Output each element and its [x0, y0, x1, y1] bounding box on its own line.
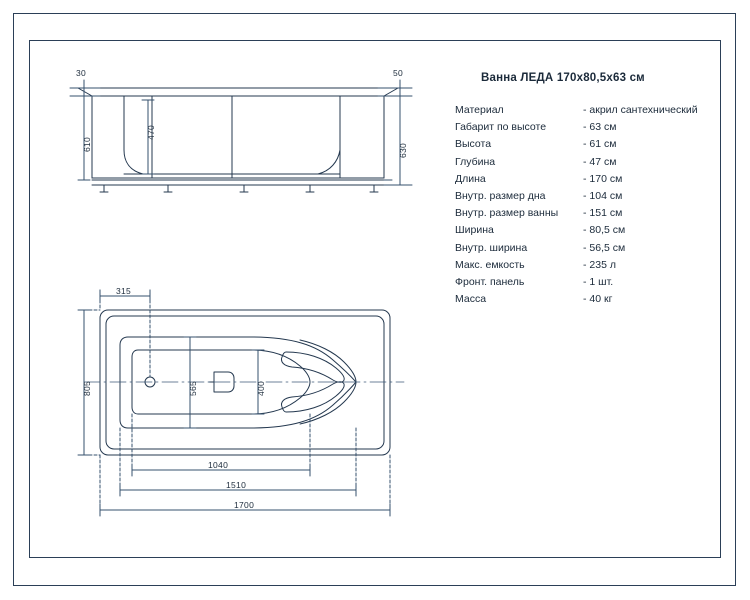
front-elevation-view [78, 88, 398, 192]
spec-value: - 63 см [583, 121, 617, 134]
dimension-label-805: 805 [82, 380, 92, 396]
dimension-label-565: 565 [188, 380, 198, 396]
spec-value: - 61 см [583, 138, 617, 151]
spec-label: Длина [455, 172, 486, 185]
spec-value: - 151 см [583, 207, 623, 220]
dimension-label-400: 400 [256, 380, 266, 396]
dimension-label-1510: 1510 [226, 480, 247, 490]
dimension-label-50: 50 [393, 68, 404, 78]
spec-value: - 104 см [583, 189, 623, 202]
spec-label: Фронт. панель [455, 275, 525, 288]
spec-value: - 170 см [583, 172, 623, 185]
spec-label: Глубина [455, 155, 496, 168]
dimension-label-470: 470 [146, 124, 156, 140]
spec-label: Материал [455, 104, 504, 116]
spec-label: Внутр. размер дна [455, 189, 546, 202]
spec-label: Внутр. ширина [455, 241, 528, 254]
dimension-label-30: 30 [76, 68, 87, 78]
spec-label: Масса [455, 293, 487, 306]
spec-label: Макс. емкость [455, 258, 525, 271]
dimension-label-1040: 1040 [208, 460, 229, 470]
spec-value: - 56,5 см [583, 241, 626, 254]
dimension-label-315: 315 [116, 286, 132, 296]
dimension-label-630: 630 [398, 142, 408, 158]
spec-value: - акрил сантехнический [583, 104, 698, 116]
spec-label: Внутр. размер ванны [455, 207, 559, 220]
spec-label: Габарит по высоте [455, 121, 547, 134]
dimension-label-610: 610 [82, 136, 92, 152]
dimension-label-1700: 1700 [234, 500, 255, 510]
spec-value: - 1 шт. [583, 275, 614, 288]
spec-value: - 235 л [583, 258, 616, 271]
spec-label: Ширина [455, 224, 494, 237]
page-title: Ванна ЛЕДА 170x80,5x63 см [481, 72, 645, 84]
spec-value: - 80,5 см [583, 224, 626, 237]
spec-label: Высота [455, 138, 492, 151]
spec-value: - 47 см [583, 155, 617, 168]
spec-value: - 40 кг [583, 293, 613, 306]
